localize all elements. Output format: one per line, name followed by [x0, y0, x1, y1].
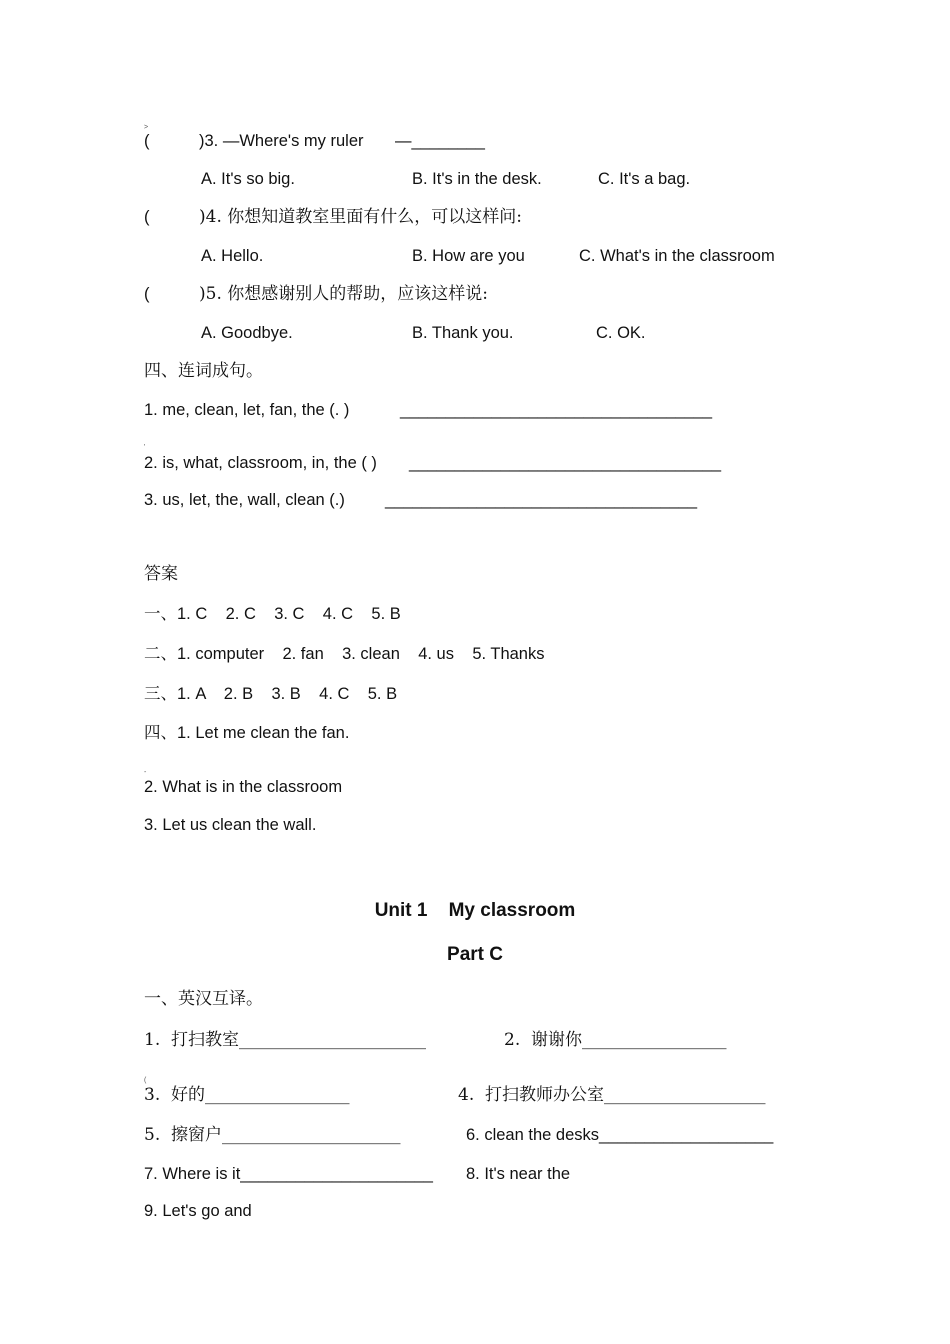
q4-stem: )4. 你想知道教室里面有什么，可以这样问:	[199, 207, 522, 227]
stray-mark: -	[144, 769, 147, 776]
section4-item-blank: __________________________________	[385, 491, 698, 509]
stray-mark: (	[144, 1077, 147, 1084]
answers-heading: 答案	[144, 564, 178, 584]
section4-item-blank: __________________________________	[409, 454, 722, 472]
stray-mark: >	[144, 124, 149, 131]
q4-option-a: A. Hello.	[201, 247, 264, 265]
translate-item-8: 8. It's near the	[466, 1165, 571, 1183]
q5-paren: (	[144, 285, 150, 303]
stray-mark: '	[144, 444, 146, 451]
q4-paren: (	[144, 208, 150, 226]
q3-option-a: A. It's so big.	[201, 170, 295, 188]
unit-title: Unit 1 My classroom	[374, 900, 576, 921]
section4-item-text: 3. us, let, the, wall, clean (.)	[144, 491, 345, 509]
answer-line: 二、1. computer 2. fan 3. clean 4. us 5. Thanks	[144, 645, 545, 663]
translate-item-9: 9. Let's go and	[144, 1202, 252, 1220]
answer-line: 三、1. A 2. B 3. B 4. C 5. B	[144, 685, 398, 703]
section4-item-text: 2. is, what, classroom, in, the ( )	[144, 454, 377, 472]
section4-heading: 四、连词成句。	[144, 361, 263, 381]
translate-item-3: 3. 好的_________________	[144, 1085, 350, 1105]
answer-line: 2. What is in the classroom	[144, 778, 343, 796]
translate-heading: 一、英汉互译。	[144, 989, 263, 1009]
q5-option-a: A. Goodbye.	[201, 324, 293, 342]
answer-line: 一、1. C 2. C 3. C 4. C 5. B	[144, 605, 401, 623]
q4-option-c: C. What's in the classroom	[579, 247, 775, 265]
q3-option-b: B. It's in the desk.	[412, 170, 542, 188]
q3-stem: )3. —Where's my ruler	[199, 132, 364, 150]
section4-item-blank: __________________________________	[400, 401, 713, 419]
q3-answer-blank: —________	[395, 132, 485, 150]
translate-item-7: 7. Where is it_____________________	[144, 1165, 433, 1183]
answer-line: 四、1. Let me clean the fan.	[144, 724, 350, 742]
translate-item-6: 6. clean the desks___________________	[466, 1126, 774, 1144]
q3-paren: (	[144, 132, 150, 150]
q5-stem: )5. 你想感谢别人的帮助，应该这样说:	[199, 284, 488, 304]
translate-item-1: 1. 打扫教室______________________	[144, 1030, 427, 1050]
translate-item-2: 2. 谢谢你_________________	[504, 1030, 727, 1050]
translate-item-4: 4. 打扫教师办公室___________________	[458, 1085, 766, 1105]
translate-item-5: 5. 擦窗户_____________________	[144, 1125, 401, 1145]
answer-line: 3. Let us clean the wall.	[144, 816, 317, 834]
q3-option-c: C. It's a bag.	[598, 170, 691, 188]
q5-option-c: C. OK.	[596, 324, 646, 342]
q5-option-b: B. Thank you.	[412, 324, 514, 342]
part-title: Part C	[447, 944, 503, 965]
q4-option-b: B. How are you	[412, 247, 525, 265]
section4-item-text: 1. me, clean, let, fan, the (. )	[144, 401, 350, 419]
